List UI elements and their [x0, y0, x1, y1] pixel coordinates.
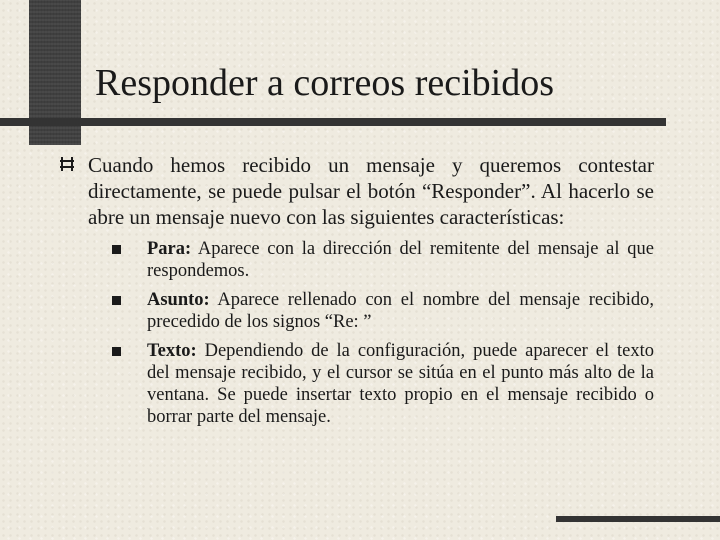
item-text: Dependiendo de la configuración, puede aparecer el texto del mensaje recibido, y el cursor se sitúa en el punto más alto de la ventana. Se puede insertar texto propio en el mensaje recibido o borrar parte del mensaje.: [147, 341, 654, 427]
sub-bullet-texto: [147, 340, 654, 428]
square-bullet-icon: [112, 296, 121, 305]
slide-body: [60, 152, 654, 428]
item-label: Texto:: [147, 341, 197, 361]
item-text: Aparece con la dirección del remitente del mensaje al que respondemos.: [147, 239, 654, 281]
square-bullet-icon: [112, 245, 121, 254]
square-bullet-icon: [112, 347, 121, 356]
intro-bullet-item: [60, 152, 654, 428]
footer-rule: [556, 516, 720, 522]
slide-title: Responder a correos recibidos: [95, 62, 555, 104]
title-divider-rule: [0, 118, 666, 126]
intro-text: Cuando hemos recibido un mensaje y queremos contestar directamente, se puede pulsar el botón “Responder”. Al hacerlo se abre un mensaje nuevo con las siguientes características:: [88, 153, 654, 229]
item-label: Asunto:: [147, 290, 210, 310]
item-text: Aparece rellenado con el nombre del mensaje recibido, precedido de los signos “Re: ”: [147, 290, 654, 332]
sub-bullet-asunto: [147, 289, 654, 333]
sub-bullet-list: [88, 238, 654, 428]
z-bullet-icon: [60, 157, 74, 171]
sub-bullet-para: [147, 238, 654, 282]
item-label: Para:: [147, 239, 192, 259]
